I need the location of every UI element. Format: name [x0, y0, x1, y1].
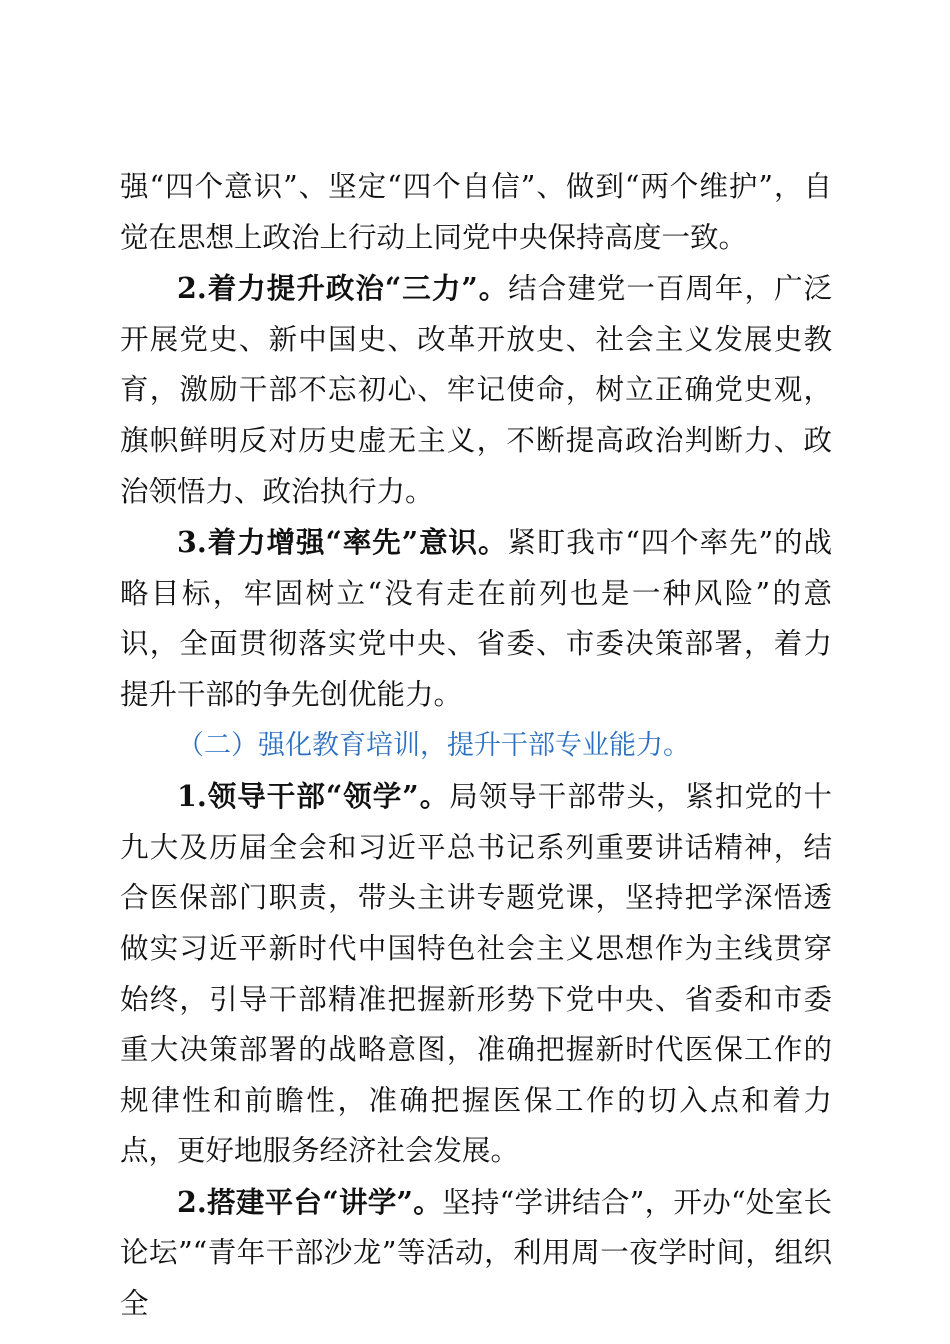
paragraph-lead: 2.搭建平台“讲学”。 [177, 1184, 443, 1219]
paragraph-text: 坚持“学讲结合”，开办“处室长论坛”“青年干部沙龙”等活动，利用周一夜学时间，组织全 [120, 1185, 832, 1321]
paragraph-text: 局领导干部带头，紧扣党的十九大及历届全会和习近平总书记系列重要讲话精神，结合医保部门职责，带头主讲专题党课，坚持把学深悟透做实习近平新时代中国特色社会主义思想作为主线贯穿始终，引导干部精准把握新形势下党中央、省委和市委重大决策部署的战略意图，准确把握新时代医保工作的规律性和前瞻性，准确把握医保工作的切入点和着力点，更好地服务经济社会发展。 [120, 780, 832, 1168]
paragraph-text: 紧盯我市“四个率先”的战略目标，牢固树立“没有走在前列也是一种风险”的意识，全面贯彻落实党中央、省委、市委决策部署，着力提升干部的争先创优能力。 [120, 526, 832, 711]
paragraph-continuation [120, 162, 832, 263]
paragraph-lead-awareness [120, 517, 832, 720]
paragraph-political-three-powers [120, 263, 832, 517]
section-heading [120, 721, 832, 772]
paragraph-lead: 3.着力增强“率先”意识。 [177, 525, 508, 560]
paragraph-lead: 1.领导干部“领学”。 [177, 779, 450, 814]
paragraph-platform-lecture [120, 1177, 832, 1330]
paragraph-leaders-lead-study [120, 771, 832, 1177]
paragraph-text: 结合建党一百周年，广泛开展党史、新中国史、改革开放史、社会主义发展史教育，激励干部不忘初心、牢记使命，树立正确党史观，旗帜鲜明反对历史虚无主义，不断提高政治判断力、政治领悟力、政治执行力。 [120, 272, 832, 508]
document-page [120, 162, 832, 1330]
section-heading-text: （二）强化教育培训，提升干部专业能力。 [177, 729, 690, 761]
paragraph-text: 强“四个意识”、坚定“四个自信”、做到“两个维护”，自觉在思想上政治上行动上同党中央保持高度一致。 [120, 170, 832, 254]
paragraph-lead: 2.着力提升政治“三力”。 [177, 271, 509, 306]
